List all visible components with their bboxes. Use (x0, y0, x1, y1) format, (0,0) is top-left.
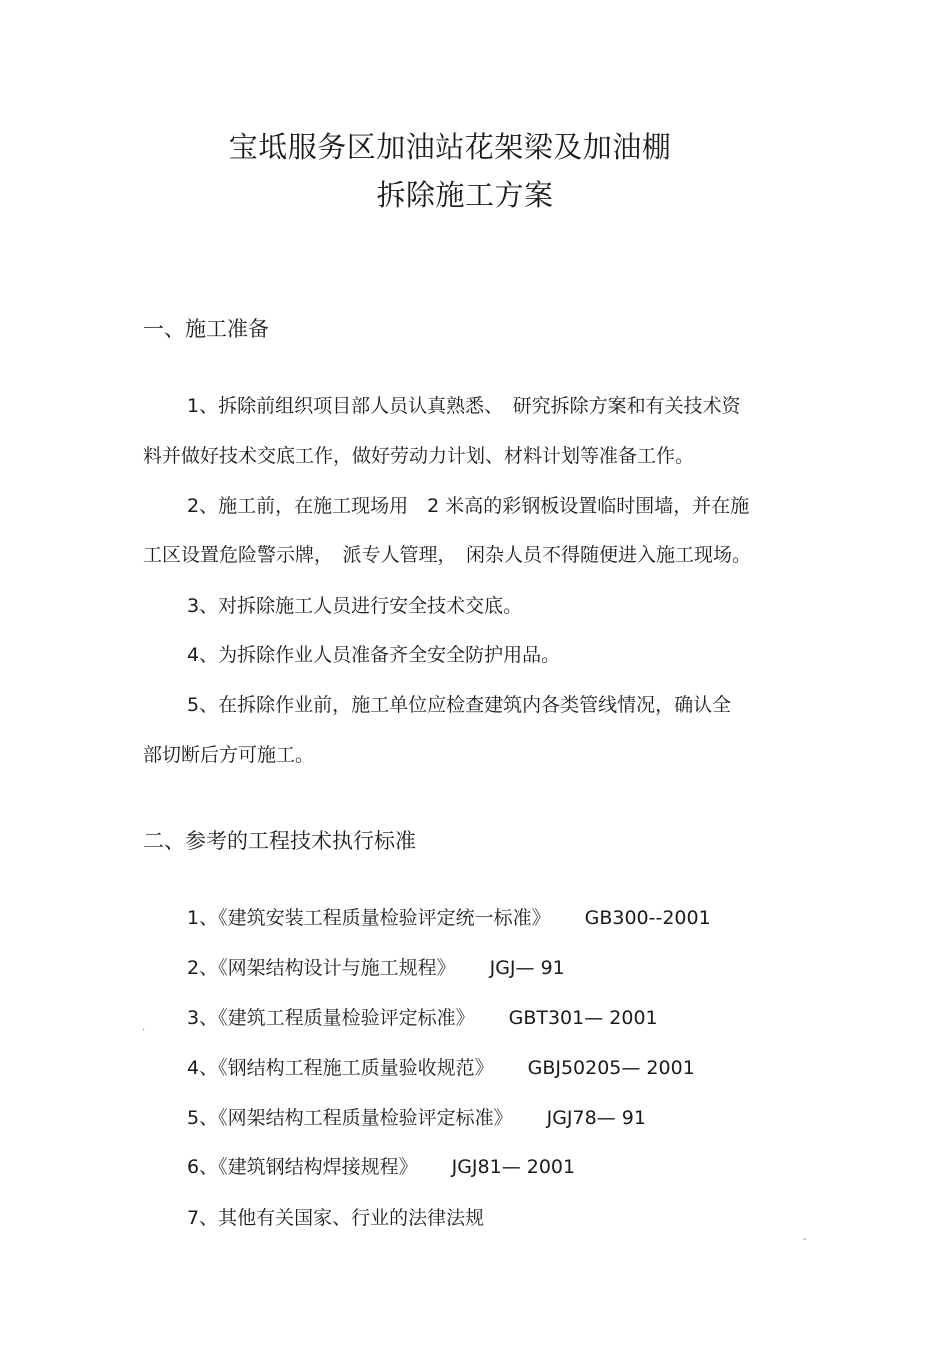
document-title-line1: 宝坻服务区加油站花架梁及加油棚 (228, 130, 672, 164)
standard-item-3 (187, 1006, 658, 1030)
section1-item1-line1: 1、拆除前组织项目部人员认真熟悉、 研究拆除方案和有关技术资 (187, 395, 741, 417)
standard-name: 5、《网架结构工程质量检验评定标准》 (187, 1107, 513, 1129)
section1-item2-line1: 2、施工前，在施工现场用 2 米高的彩钢板设置临时围墙，并在施 (187, 495, 750, 517)
standard-code: JGJ— 91 (489, 957, 565, 979)
scan-speck: - (803, 1234, 807, 1245)
section1-item4: 4、为拆除作业人员准备齐全安全防护用品。 (187, 644, 561, 666)
section2-heading: 二、参考的工程技术执行标准 (143, 829, 416, 853)
standard-item-6 (187, 1155, 575, 1179)
section1-item5-line1: 5、在拆除作业前，施工单位应检查建筑内各类管线情况，确认全 (187, 694, 732, 716)
standard-name: 1、《建筑安装工程质量检验评定统一标准》 (187, 907, 551, 929)
standard-code: GB300--2001 (584, 907, 711, 929)
section1-item2-line2: 工区设置危险警示牌， 派专人管理， 闲杂人员不得随便进入施工现场。 (143, 544, 752, 566)
standard-item-4 (187, 1056, 695, 1080)
standard-code: GBT301— 2001 (508, 1007, 658, 1029)
section1-item5-line2: 部切断后方可施工。 (143, 744, 315, 766)
standard-item-1 (187, 906, 711, 930)
document-title-line2: 拆除施工方案 (376, 178, 554, 212)
standard-name: 2、《网架结构设计与施工规程》 (187, 957, 456, 979)
scan-speck: . (142, 1022, 146, 1033)
standard-name: 6、《建筑钢结构焊接规程》 (187, 1156, 418, 1178)
section1-heading: 一、施工准备 (143, 317, 269, 341)
standard-item-2 (187, 956, 565, 980)
standard-item-5 (187, 1106, 646, 1130)
standard-code: JGJ81— 2001 (451, 1156, 576, 1178)
section2-item7: 7、其他有关国家、行业的法律法规 (187, 1207, 485, 1229)
standard-code: GBJ50205— 2001 (527, 1057, 695, 1079)
standard-name: 4、《钢结构工程施工质量验收规范》 (187, 1057, 494, 1079)
section1-item3: 3、对拆除施工人员进行安全技术交底。 (187, 595, 523, 617)
standard-code: JGJ78— 91 (546, 1107, 646, 1129)
standard-name: 3、《建筑工程质量检验评定标准》 (187, 1007, 475, 1029)
section1-item1-line2: 料并做好技术交底工作，做好劳动力计划、材料计划等准备工作。 (143, 445, 695, 467)
